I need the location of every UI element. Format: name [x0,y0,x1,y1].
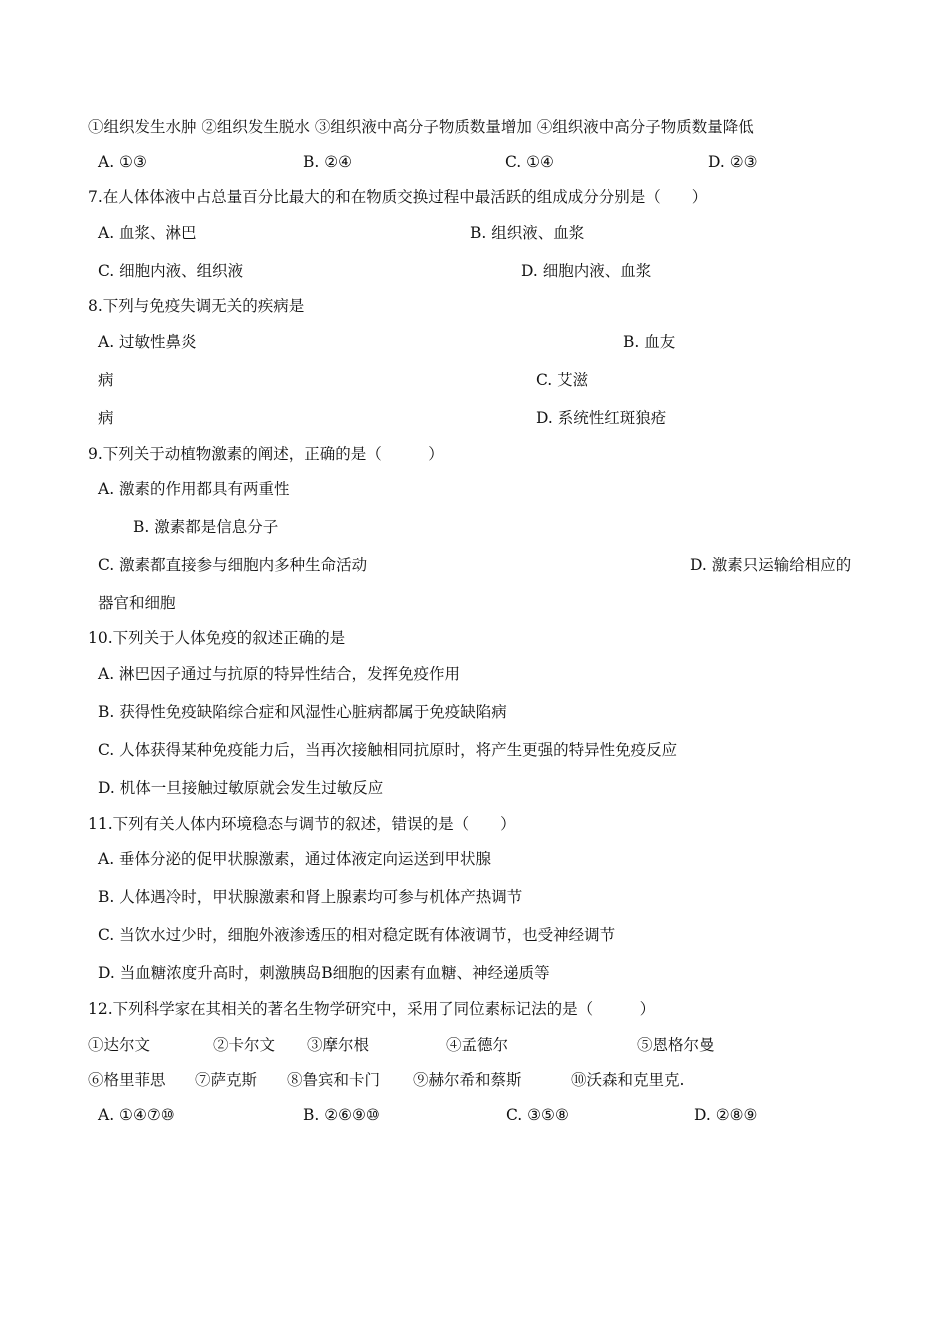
q12-option-c: C. ③⑤⑧ [506,1106,569,1124]
q12-scientist-7: ⑦萨克斯 [195,1071,258,1089]
q12-scientist-6: ⑥格里菲思 [88,1071,166,1089]
q12-scientist-8: ⑧鲁宾和卡门 [287,1071,381,1089]
q11-option-b: B. 人体遇冷时，甲状腺激素和肾上腺素均可参与机体产热调节 [98,888,523,906]
q9-option-c: C. 激素都直接参与细胞内多种生命活动 [98,556,368,574]
q7-option-c: C. 细胞内液、组织液 [98,262,244,280]
q9-option-b: B. 激素都是信息分子 [133,518,279,536]
q10-option-d: D. 机体一旦接触过敏原就会发生过敏反应 [98,779,384,797]
q9-stem: 9.下列关于动植物激素的阐述，正确的是（ ） [88,445,444,463]
q12-option-a: A. ①④⑦⑩ [98,1106,175,1124]
q6-option-a: A. ①③ [98,153,147,171]
q8-option-a: A. 过敏性鼻炎 [98,333,197,351]
q12-option-b: B. ②⑥⑨⑩ [303,1106,380,1124]
q11-option-d: D. 当血糖浓度升高时，刺激胰岛B细胞的因素有血糖、神经递质等 [98,964,550,982]
q12-scientist-5: ⑤恩格尔曼 [637,1036,715,1054]
q8-stem: 8.下列与免疫失调无关的疾病是 [88,297,305,315]
q9-option-d: D. 激素只运输给相应的 [690,556,852,574]
q7-option-b: B. 组织液、血浆 [470,224,585,242]
q6-statements: ①组织发生水肿 ②组织发生脱水 ③组织液中高分子物质数量增加 ④组织液中高分子物质数量降低 [88,118,754,136]
q8-option-d: D. 系统性红斑狼疮 [536,409,667,427]
q12-scientist-4: ④孟德尔 [446,1036,509,1054]
q12-option-d: D. ②⑧⑨ [694,1106,758,1124]
q9-option-a: A. 激素的作用都具有两重性 [98,480,290,498]
q10-option-c: C. 人体获得某种免疫能力后，当再次接触相同抗原时，将产生更强的特异性免疫反应 [98,741,678,759]
q6-option-b: B. ②④ [303,153,353,171]
q12-scientist-2: ②卡尔文 [213,1036,276,1054]
q12-stem: 12.下列科学家在其相关的著名生物学研究中，采用了同位素标记法的是（ ） [88,1000,656,1018]
q6-option-c: C. ①④ [505,153,554,171]
q11-stem: 11.下列有关人体内环境稳态与调节的叙述，错误的是（ ） [88,815,516,833]
q11-option-a: A. 垂体分泌的促甲状腺激素，通过体液定向运送到甲状腺 [98,850,492,868]
q10-option-b: B. 获得性免疫缺陷综合症和风湿性心脏病都属于免疫缺陷病 [98,703,507,721]
q7-option-a: A. 血浆、淋巴 [98,224,197,242]
q11-option-c: C. 当饮水过少时，细胞外液渗透压的相对稳定既有体液调节，也受神经调节 [98,926,616,944]
q10-option-a: A. 淋巴因子通过与抗原的特异性结合，发挥免疫作用 [98,665,461,683]
q9-option-d-cont: 器官和细胞 [98,594,176,612]
q8-option-c: C. 艾滋 [536,371,589,389]
q10-stem: 10.下列关于人体免疫的叙述正确的是 [88,629,346,647]
q6-option-d: D. ②③ [708,153,758,171]
q8-option-b: B. 血友 [623,333,676,351]
q8-option-b-cont: 病 [98,371,114,389]
q7-stem: 7.在人体体液中占总量百分比最大的和在物质交换过程中最活跃的组成成分分别是（ ） [88,188,708,206]
q12-scientist-1: ①达尔文 [88,1036,151,1054]
q12-scientist-9: ⑨赫尔希和蔡斯 [413,1071,522,1089]
q7-option-d: D. 细胞内液、血浆 [521,262,652,280]
q8-option-c-cont: 病 [98,409,114,427]
q12-scientist-10: ⑩沃森和克里克. [571,1071,685,1089]
q12-scientist-3: ③摩尔根 [307,1036,370,1054]
